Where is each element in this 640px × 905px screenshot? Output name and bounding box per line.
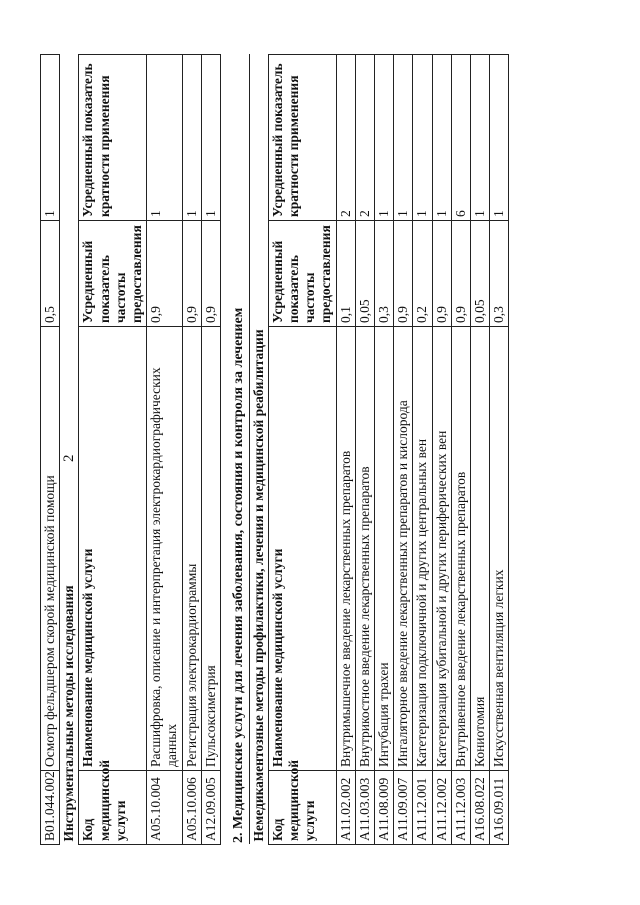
cell-code: A05.10.004: [147, 771, 182, 845]
cell-code: A05.10.006: [182, 771, 201, 845]
cell-multiplicity: 1: [147, 55, 182, 221]
cell-multiplicity: 1: [470, 55, 489, 221]
table-row: [147, 55, 182, 845]
cell-multiplicity: 1: [394, 55, 413, 221]
cell-name: Регистрация электрокардиограммы: [182, 327, 201, 771]
section-row: [60, 55, 79, 845]
header-code: Код медицинской услуги: [268, 771, 336, 845]
header-frequency: Усредненный показатель частоты предоставления: [79, 221, 147, 327]
cell-multiplicity: 1: [41, 55, 60, 221]
cell-multiplicity: 1: [201, 55, 220, 221]
cell-frequency: 0,9: [147, 221, 182, 327]
cell-name: Внутримышечное введение лекарственных препаратов: [336, 327, 355, 771]
section-title: Инструментальные методы исследования: [60, 55, 79, 845]
cell-multiplicity: 1: [432, 55, 451, 221]
header-code: Код медицинской услуги: [79, 771, 147, 845]
cell-frequency: 0,9: [182, 221, 201, 327]
cell-name: Катетеризация кубитальной и других периферических вен: [432, 327, 451, 771]
cell-frequency: 0,05: [470, 221, 489, 327]
cell-code: B01.044.002: [41, 771, 60, 845]
cell-frequency: 0,3: [374, 221, 393, 327]
table-row: [201, 55, 220, 845]
cell-code: A11.03.003: [355, 771, 374, 845]
table-row: [41, 55, 60, 845]
cell-multiplicity: 6: [451, 55, 470, 221]
cell-code: A11.12.003: [451, 771, 470, 845]
table-row: [432, 55, 451, 845]
cell-multiplicity: 1: [490, 55, 509, 221]
cell-multiplicity: 1: [413, 55, 432, 221]
cell-frequency: 0,2: [413, 221, 432, 327]
cell-code: A11.12.001: [413, 771, 432, 845]
cell-frequency: 0,1: [336, 221, 355, 327]
cell-code: A11.12.002: [432, 771, 451, 845]
section-title: Немедикаментозные методы профилактики, лечения и медицинской реабилитации: [249, 55, 268, 845]
cell-name: Искусственная вентиляция легких: [490, 327, 509, 771]
document-body: [40, 55, 509, 845]
header-frequency: Усредненный показатель частоты предоставления: [268, 221, 336, 327]
page-number: 2: [61, 454, 77, 462]
header-name: Наименование медицинской услуги: [79, 327, 147, 771]
table-row: [470, 55, 489, 845]
header-name: Наименование медицинской услуги: [268, 327, 336, 771]
cell-code: A11.09.007: [394, 771, 413, 845]
cell-code: A16.09.011: [490, 771, 509, 845]
section-row: [249, 55, 268, 845]
section-2-heading: 2. Медицинские услуги для лечения заболевания, состояния и контроля за лечением: [230, 307, 246, 843]
cell-frequency: 0,05: [355, 221, 374, 327]
table-row: [451, 55, 470, 845]
cell-name: Внутривенное введение лекарственных препаратов: [451, 327, 470, 771]
cell-name: Катетеризация подключичной и других центральных вен: [413, 327, 432, 771]
header-multiplicity: Усредненный показатель кратности применения: [268, 55, 336, 221]
cell-frequency: 0,9: [451, 221, 470, 327]
cell-multiplicity: 2: [336, 55, 355, 221]
cell-frequency: 0,5: [41, 221, 60, 327]
cell-name: Ингаляторное введение лекарственных препаратов и кислорода: [394, 327, 413, 771]
cell-code: A16.08.022: [470, 771, 489, 845]
table-row: [490, 55, 509, 845]
table-treatment: [249, 54, 510, 845]
cell-name: Интубация трахеи: [374, 327, 393, 771]
table-row: [355, 55, 374, 845]
header-multiplicity: Усредненный показатель кратности применения: [79, 55, 147, 221]
table-row: [413, 55, 432, 845]
cell-frequency: 0,9: [394, 221, 413, 327]
cell-frequency: 0,3: [490, 221, 509, 327]
header-row: [268, 55, 336, 845]
table-row: [182, 55, 201, 845]
table-diagnostics: [40, 54, 221, 845]
cell-frequency: 0,9: [201, 221, 220, 327]
table-row: [336, 55, 355, 845]
cell-frequency: 0,9: [432, 221, 451, 327]
cell-code: A11.02.002: [336, 771, 355, 845]
cell-code: A12.09.005: [201, 771, 220, 845]
cell-multiplicity: 2: [355, 55, 374, 221]
table-row: [394, 55, 413, 845]
cell-code: A11.08.009: [374, 771, 393, 845]
table-row: [374, 55, 393, 845]
cell-name: Кониотомия: [470, 327, 489, 771]
cell-name: Внутрикостное введение лекарственных препаратов: [355, 327, 374, 771]
cell-multiplicity: 1: [182, 55, 201, 221]
cell-name: Расшифровка, описание и интерпретация электрокардиографических данных: [147, 327, 182, 771]
cell-name: Осмотр фельдшером скорой медицинской помощи: [41, 327, 60, 771]
cell-name: Пульсоксиметрия: [201, 327, 220, 771]
cell-multiplicity: 1: [374, 55, 393, 221]
header-row: [79, 55, 147, 845]
